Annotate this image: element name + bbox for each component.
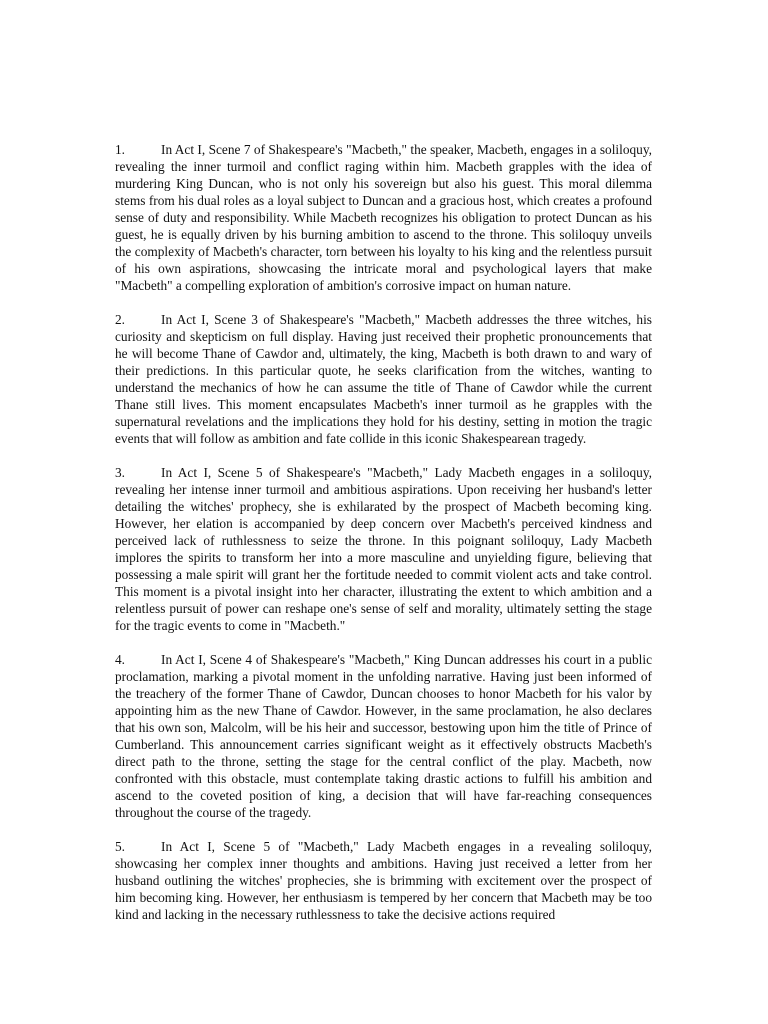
paragraph-text: In Act I, Scene 4 of Shakespeare's "Macbeth," King Duncan addresses his court in a public proclamation, marking a pivotal moment in the unfolding narrative. Having just been informed of the treachery of the former Thane of Cawdor, Duncan chooses to honor Macbeth for his valor by appointing him as the new Thane of Cawdor. However, in the same proclamation, he also declares that his own son, Malcolm, will be his heir and successor, bestowing upon him the title of Prince of Cumberland. This announcement carries significant weight as it effectively obstructs Macbeth's direct path to the throne, setting the stage for the central conflict of the play. Macbeth, now confronted with this obstacle, must contemplate taking drastic actions to fulfill his ambition and ascend to the coveted position of king, a decision that will have far-reaching consequences throughout the course of the tragedy.: [115, 652, 652, 820]
paragraph-text: In Act I, Scene 7 of Shakespeare's "Macbeth," the speaker, Macbeth, engages in a soliloquy, revealing the inner turmoil and conflict raging within him. Macbeth grapples with the idea of murdering King Duncan, who is not only his sovereign but also his guest. This moral dilemma stems from his dual roles as a loyal subject to Duncan and a gracious host, which creates a profound sense of duty and responsibility. While Macbeth recognizes his obligation to protect Duncan as his guest, he is equally driven by his burning ambition to ascend to the throne. This soliloquy unveils the complexity of Macbeth's character, torn between his loyalty to his king and the relentless pursuit of his own aspirations, showcasing the intricate moral and psychological layers that make "Macbeth" a compelling exploration of ambition's corrosive impact on human nature.: [115, 142, 652, 293]
paragraph-number: 2.: [115, 312, 126, 327]
paragraph-1: [115, 141, 652, 294]
paragraph-number: 4.: [115, 652, 126, 667]
document-body: [115, 141, 652, 940]
paragraph-text: In Act I, Scene 5 of Shakespeare's "Macbeth," Lady Macbeth engages in a soliloquy, revealing her intense inner turmoil and ambitious aspirations. Upon receiving her husband's letter detailing the witches' prophecy, she is exhilarated by the prospect of Macbeth becoming king. However, her elation is accompanied by deep concern over Macbeth's perceived kindness and perceived lack of ruthlessness to seize the throne. In this poignant soliloquy, Lady Macbeth implores the spirits to transform her into a more masculine and unyielding figure, believing that possessing a male spirit will grant her the fortitude needed to commit violent acts and take control. This moment is a pivotal insight into her character, illustrating the extent to which ambition and a relentless pursuit of power can reshape one's sense of self and morality, ultimately setting the stage for the tragic events to come in "Macbeth.": [115, 465, 652, 633]
paragraph-5: [115, 838, 652, 923]
paragraph-number: 5.: [115, 839, 126, 854]
paragraph-text: In Act I, Scene 3 of Shakespeare's "Macbeth," Macbeth addresses the three witches, his curiosity and skepticism on full display. Having just received their prophetic pronouncements that he will become Thane of Cawdor and, ultimately, the king, Macbeth is both drawn to and wary of their predictions. In this particular quote, he seeks clarification from the witches, wanting to understand the mechanics of how he can assume the title of Thane of Cawdor while the current Thane still lives. This moment encapsulates Macbeth's inner turmoil as he grapples with the supernatural revelations and the implications they hold for his destiny, setting in motion the tragic events that will follow as ambition and fate collide in this iconic Shakespearean tragedy.: [115, 312, 652, 446]
paragraph-3: [115, 464, 652, 634]
paragraph-number: 1.: [115, 142, 126, 157]
paragraph-2: [115, 311, 652, 447]
paragraph-number: 3.: [115, 465, 126, 480]
paragraph-4: [115, 651, 652, 821]
paragraph-text: In Act I, Scene 5 of "Macbeth," Lady Macbeth engages in a revealing soliloquy, showcasing her complex inner thoughts and ambitions. Having just received a letter from her husband outlining the witches' prophecies, she is brimming with excitement over the prospect of him becoming king. However, her enthusiasm is tempered by her concern that Macbeth may be too kind and lacking in the necessary ruthlessness to take the decisive actions required: [115, 839, 652, 922]
